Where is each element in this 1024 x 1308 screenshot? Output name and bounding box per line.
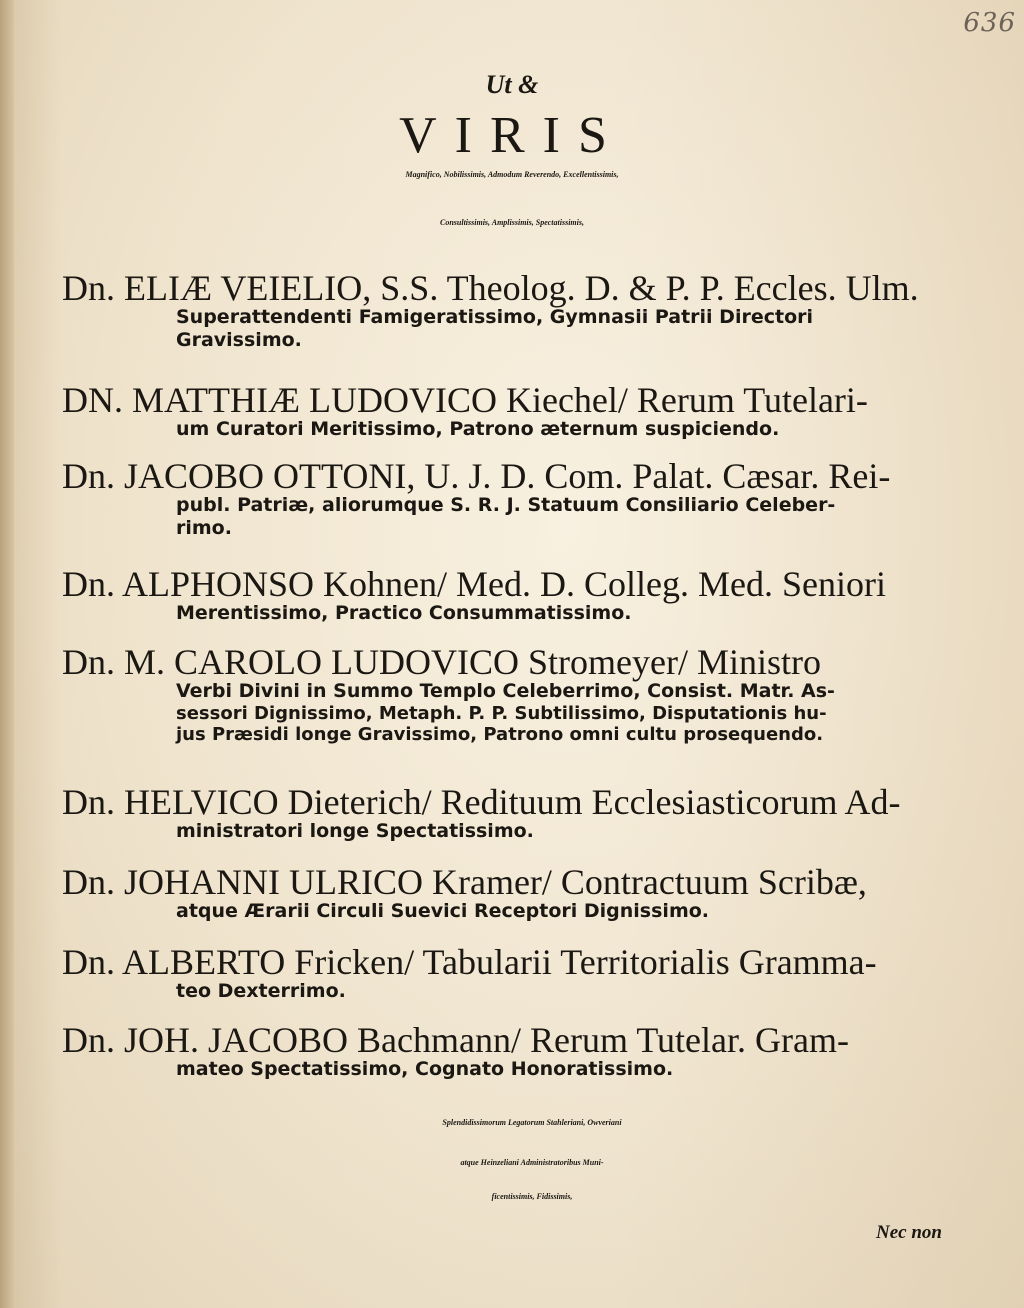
dedication-entry: [62, 382, 952, 441]
dedication-entry: [62, 270, 952, 352]
entry-main-line: Dn. ALBERTO Fricken/ Tabularii Territorialis Gramma-: [62, 942, 877, 982]
page-number: 636: [963, 8, 1016, 38]
entry-main-line: Dn. ELIÆ VEIELIO, S.S. Theolog. D. & P. P. Eccles. Ulm.: [62, 268, 919, 308]
dedication-entry: [62, 458, 952, 540]
dedication-entry: [62, 1022, 952, 1081]
dedication-entry: [62, 944, 952, 1003]
entry-sub-line: ministratori longe Spectatissimo.: [176, 820, 534, 842]
entry-sub-line: publ. Patriæ, aliorumque S. R. J. Statuum Consiliario Celeber-: [176, 494, 836, 516]
entry-main-line: Dn. M. CAROLO LUDOVICO Stromeyer/ Ministro: [62, 642, 821, 682]
closing-line-2: atque Heinzeliani Administratoribus Muni-: [460, 1158, 604, 1167]
entry-sub-line: um Curatori Meritissimo, Patrono æternum suspiciendo.: [176, 418, 780, 440]
entry-main-line: DN. MATTHIÆ LUDOVICO Kiechel/ Rerum Tutelari-: [62, 380, 868, 420]
entry-main-line: Dn. ALPHONSO Kohnen/ Med. D. Colleg. Med. Seniori: [62, 564, 886, 604]
entry-sub-line: Verbi Divini in Summo Templo Celeberrimo, Consist. Matr. As-: [176, 680, 835, 702]
dedication-entry: [62, 784, 952, 843]
entry-main-line: Dn. JOH. JACOBO Bachmann/ Rerum Tutelar. Gram-: [62, 1020, 849, 1060]
entry-sub-line: Merentissimo, Practico Consummatissimo.: [176, 602, 632, 624]
entry-main-line: Dn. JOHANNI ULRICO Kramer/ Contractuum Scribæ,: [62, 862, 867, 902]
catchword: Nec non: [876, 1222, 942, 1243]
entry-sub-line: jus Præsidi longe Gravissimo, Patrono omni cultu prosequendo.: [176, 724, 824, 746]
header-ut: Ut &: [485, 70, 539, 99]
closing-line-1: Splendidissimorum Legatorum Stahleriani, Owveriani: [442, 1118, 622, 1127]
entry-sub-line: teo Dexterrimo.: [176, 980, 346, 1002]
entry-main-line: Dn. JACOBO OTTONI, U. J. D. Com. Palat. Cæsar. Rei-: [62, 456, 891, 496]
entry-sub-line: rimo.: [176, 516, 232, 539]
entry-sub-line: Gravissimo.: [176, 328, 302, 351]
epithets-line-2: Consultissimis, Amplissimis, Spectatissimis,: [440, 218, 584, 227]
entry-sub-line: mateo Spectatissimo, Cognato Honoratissimo.: [176, 1058, 674, 1080]
entry-sub-line: atque Ærarii Circuli Suevici Receptori Dignissimo.: [176, 900, 710, 922]
closing-line-3: ficentissimis, Fidissimis,: [491, 1192, 573, 1201]
epithets-line-1: Magnifico, Nobilissimis, Admodum Reverendo, Excellentissimis,: [405, 170, 619, 179]
dedication-entry: [62, 644, 952, 746]
page-binding-edge: [0, 0, 14, 1308]
dedication-entry: [62, 864, 952, 923]
entry-main-line: Dn. HELVICO Dieterich/ Redituum Ecclesiasticorum Ad-: [62, 782, 901, 822]
page-title: VIRIS: [399, 107, 625, 164]
entry-sub-line: Superattendenti Famigeratissimo, Gymnasii Patrii Directori: [176, 306, 814, 328]
dedication-entry: [62, 566, 952, 625]
entry-sub-line: sessori Dignissimo, Metaph. P. P. Subtilissimo, Disputationis hu-: [176, 702, 827, 724]
